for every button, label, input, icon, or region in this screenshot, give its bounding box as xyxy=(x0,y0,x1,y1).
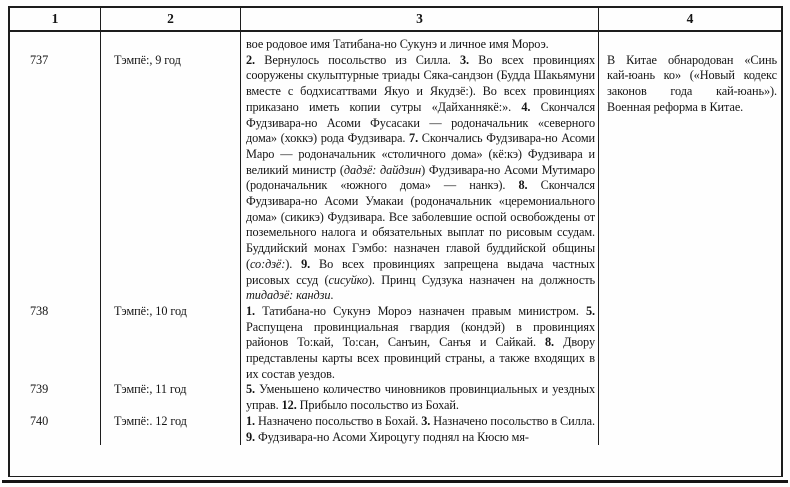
text-run: Татибана-но Сукунэ Мороэ назначен правым министром. xyxy=(255,303,586,318)
event-number: 7. xyxy=(409,131,419,146)
event-number: 1. xyxy=(246,413,256,428)
chronology-table xyxy=(8,6,783,477)
event-number: 5. xyxy=(246,382,256,397)
era-cell: Тэмпё:. 12 год xyxy=(100,414,240,445)
text-run: В Китае обнародован «Синь кай-юань ко» («Новый кодекс законов года кай-юань»). Военная реформа в Китае. xyxy=(607,52,777,114)
event-number: 3. xyxy=(459,52,470,67)
era-cell: Тэмпё:, 9 год xyxy=(100,53,240,304)
event-number: 12. xyxy=(281,398,297,413)
event-number: 3. xyxy=(421,413,431,428)
table-row xyxy=(10,382,781,413)
text-run: Вернулось посольство из Силла. xyxy=(255,52,460,67)
text-run: Распущена провинциальная гвардия (кондэй) в провинциях районов То:кай, То:сан, Санъин, Санъя и Сайкай. xyxy=(246,319,595,350)
text-run: ). Принц Судзука назначен на должность xyxy=(367,272,595,287)
note-cell xyxy=(598,382,781,413)
column-header-4: 4 xyxy=(598,8,781,30)
table-header-row xyxy=(10,8,781,32)
note-cell xyxy=(598,32,781,53)
events-cell xyxy=(240,382,598,413)
text-run: ) Фудзивара-но Асоми Мутимаро (родоначальник «южного дома» — нанкэ). xyxy=(246,162,595,193)
term-italic: со:дзё: xyxy=(250,256,286,271)
text-run: Скончался Фудзивара-но Асоми Умакаи (родоначальник «церемониального дома» (сикикэ) Фудзивара. Все заболевшие оспой освобождены от поземельного налога и обязательных выплат по рисовым ссудам. Буддийский монах Гэмбо: назначен главой буддийской общины ( xyxy=(246,178,595,271)
table-row xyxy=(10,414,781,445)
era-cell: Тэмпё:, 11 год xyxy=(100,382,240,413)
table-row xyxy=(10,53,781,304)
events-cell xyxy=(240,32,598,53)
text-run: Назначено посольство в Бохай. xyxy=(255,413,422,428)
text-run: Скончались Фудзивара-но Асоми Маро — родоначальник «столичного дома» (кё:кэ) Фудзивара и великий министр ( xyxy=(246,131,595,177)
note-cell xyxy=(598,53,781,304)
text-run: Во всех провинциях сооружены скульптурные триады Сяка-сандзон (Будда Шакьямуни вместе с бодхисаттвами Якуо и Якудзё:). Во всех провинциях приказано иметь копии сутры «Дайханнякё:». xyxy=(246,52,595,114)
term-italic: сисуйко xyxy=(328,272,368,287)
text-run: Скончался Фудзивара-но Асоми Фусасаки — родоначальник «северного дома» (хоккэ) рода Фудзивара. xyxy=(246,99,595,146)
text-run: ). xyxy=(285,256,302,271)
table-row xyxy=(10,304,781,383)
note-cell xyxy=(598,304,781,383)
column-header-3: 3 xyxy=(240,8,598,30)
year-cell xyxy=(10,32,100,53)
text-run: Прибыло посольство из Бохай. xyxy=(296,398,459,413)
text-run: Двору представлены карты всех провинций страны, а также входящих в их состав уездов. xyxy=(246,335,595,381)
event-number: 1. xyxy=(246,303,256,318)
page-bottom-rule xyxy=(2,480,788,483)
text-run: Во всех провинциях запрещена выдача частных рисовых ссуд ( xyxy=(246,256,595,287)
event-number: 2. xyxy=(246,52,256,67)
column-header-1: 1 xyxy=(51,11,59,26)
events-cell xyxy=(240,53,598,304)
column-header-2: 2 xyxy=(100,8,240,30)
year-cell: 740 xyxy=(30,413,49,428)
text-run: Назначено посольство в Силла. xyxy=(430,413,596,428)
note-cell xyxy=(598,414,781,445)
events-cell xyxy=(240,304,598,383)
term-italic: дадзё: дайдзин xyxy=(343,162,422,177)
event-number: 9. xyxy=(246,429,256,444)
event-number: 9. xyxy=(301,256,311,271)
events-cell xyxy=(240,414,598,445)
event-number: 8. xyxy=(545,335,555,350)
text-run: вое родовое имя Татибана-но Сукунэ и личное имя Мороэ. xyxy=(246,37,549,51)
table-row xyxy=(10,32,781,53)
event-number: 4. xyxy=(521,99,531,114)
text-run: Фудзивара-но Асоми Хироцугу поднял на Кюсю мя- xyxy=(255,429,529,444)
event-number: 8. xyxy=(518,178,528,193)
era-cell xyxy=(100,32,240,53)
year-cell: 738 xyxy=(30,303,49,318)
year-cell: 739 xyxy=(30,382,49,397)
text-run: . xyxy=(330,288,334,303)
event-number: 5. xyxy=(585,303,595,318)
year-cell: 737 xyxy=(30,52,49,67)
table-body xyxy=(10,32,781,445)
text-run: Уменьшено количество чиновников провинциальных и уездных управ. xyxy=(246,382,595,413)
era-cell: Тэмпё:, 10 год xyxy=(100,304,240,383)
term-italic: тидадзё: кандзи xyxy=(246,288,331,303)
